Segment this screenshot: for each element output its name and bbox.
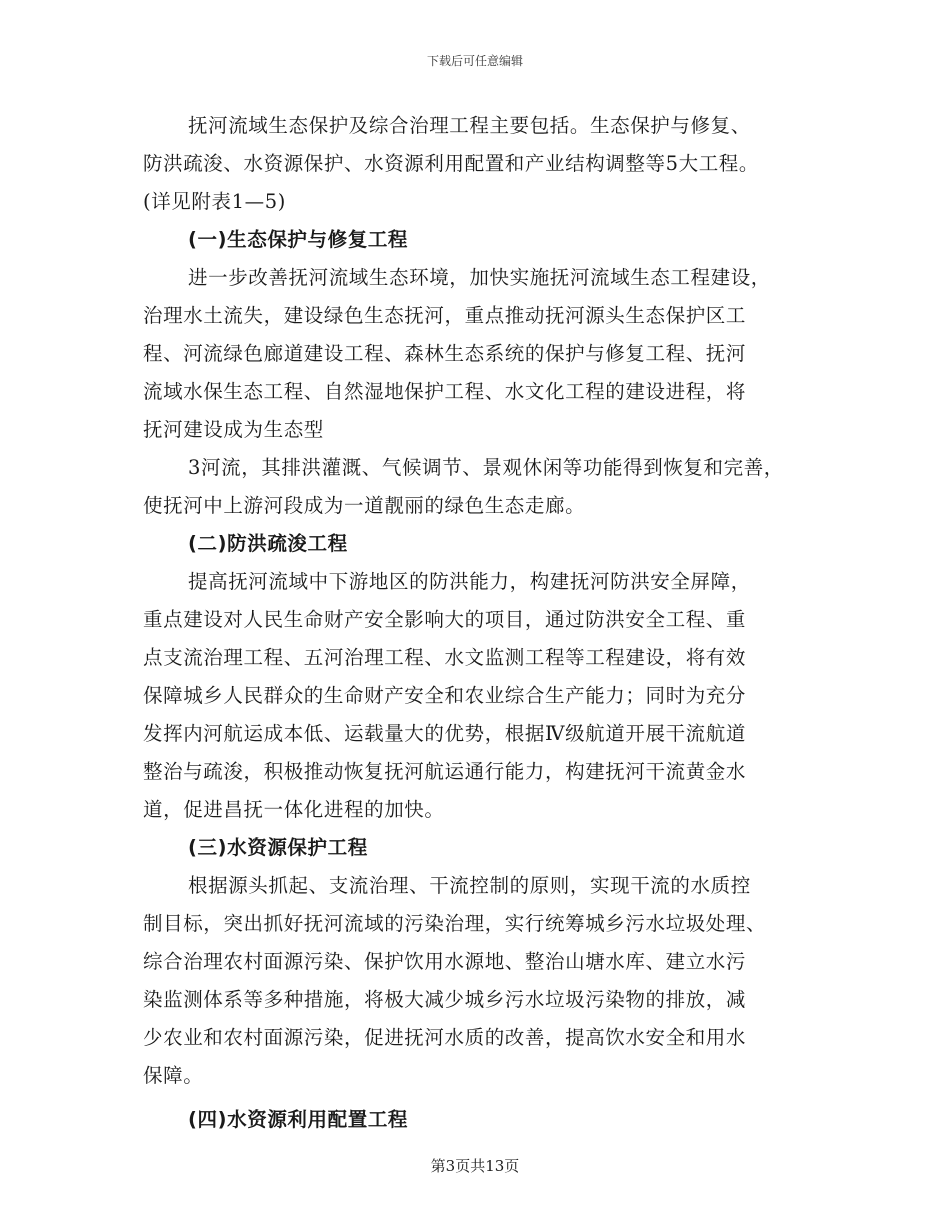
document-body [143, 107, 823, 1139]
paragraph-line: 防洪疏浚、水资源保护、水资源利用配置和产业结构调整等5大工程。 [143, 152, 760, 175]
section-heading-1: (一)生态保护与修复工程 [188, 228, 409, 251]
paragraph-line: 抚河建设成为生态型 [143, 418, 324, 441]
section-heading-4: (四)水资源利用配置工程 [188, 1108, 409, 1131]
paragraph-line: 提高抚河流域中下游地区的防洪能力，构建抚河防洪安全屏障， [188, 570, 751, 593]
paragraph-line: 整治与疏浚，积极推动恢复抚河航运通行能力，构建抚河干流黄金水 [143, 760, 747, 783]
paragraph-line: 点支流治理工程、五河治理工程、水文监测工程等工程建设，将有效 [143, 646, 747, 669]
page-number: 第3页共13页 [430, 1157, 520, 1175]
paragraph-line: 进一步改善抚河流域生态环境，加快实施抚河流域生态工程建设， [188, 266, 771, 289]
paragraph-line: 染监测体系等多种措施，将极大减少城乡污水垃圾污染物的排放，减 [143, 988, 747, 1011]
paragraph-line: (详见附表1—5) [143, 190, 286, 213]
paragraph-line: 保障城乡人民群众的生命财产安全和农业综合生产能力；同时为充分 [143, 684, 747, 707]
paragraph-line: 制目标，突出抓好抚河流域的污染治理，实行统筹城乡污水垃圾处理、 [143, 912, 767, 935]
paragraph-line: 少农业和农村面源污染，促进抚河水质的改善，提高饮水安全和用水 [143, 1026, 747, 1049]
paragraph-line: 重点建设对人民生命财产安全影响大的项目，通过防洪安全工程、重 [143, 608, 747, 631]
paragraph-line: 治理水土流失，建设绿色生态抚河，重点推动抚河源头生态保护区工 [143, 304, 747, 327]
paragraph-line: 道，促进昌抚一体化进程的加快。 [143, 798, 445, 821]
paragraph-line: 发挥内河航运成本低、运载量大的优势，根据Ⅳ级航道开展干流航道 [143, 722, 746, 745]
paragraph-line: 流域水保生态工程、自然湿地保护工程、水文化工程的建设进程，将 [143, 380, 747, 403]
page-header-note: 下载后可任意编辑 [426, 54, 523, 68]
paragraph-line: 综合治理农村面源污染、保护饮用水源地、整治山塘水库、建立水污 [143, 950, 747, 973]
paragraph-line: 保障。 [143, 1064, 204, 1087]
paragraph-line: 使抚河中上游河段成为一道靓丽的绿色生态走廊。 [143, 494, 586, 517]
section-heading-3: (三)水资源保护工程 [188, 836, 368, 859]
paragraph-line: 程、河流绿色廊道建设工程、森林生态系统的保护与修复工程、抚河 [143, 342, 747, 365]
paragraph-line: 3河流，其排洪灌溉、气候调节、景观休闲等功能得到恢复和完善， [188, 456, 784, 479]
paragraph-line: 抚河流域生态保护及综合治理工程主要包括。生态保护与修复、 [188, 114, 751, 137]
section-heading-2: (二)防洪疏浚工程 [188, 532, 348, 555]
paragraph-line: 根据源头抓起、支流治理、干流控制的原则，实现干流的水质控 [188, 874, 751, 897]
